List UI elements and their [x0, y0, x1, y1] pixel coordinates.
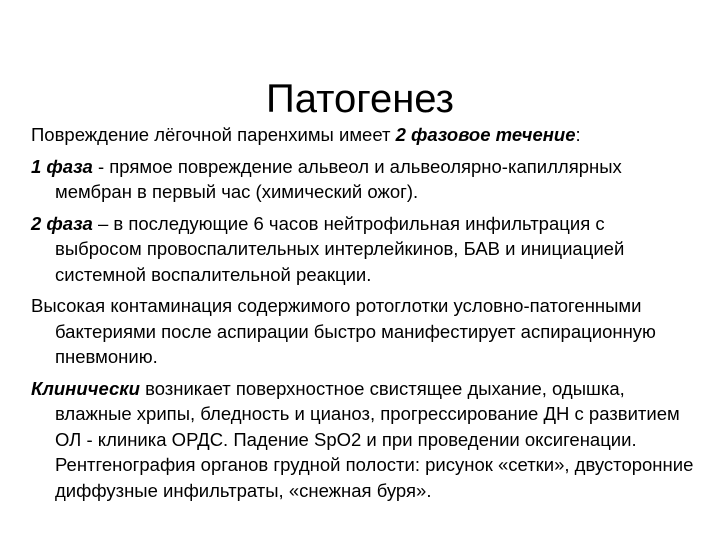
- slide-body: [31, 122, 696, 509]
- slide-title: Патогенез: [266, 76, 454, 121]
- emphasis-text: 1 фаза: [31, 155, 93, 177]
- paragraph-clinical: [31, 376, 696, 504]
- emphasis-text: Клинически: [31, 377, 140, 399]
- paragraph-contamination: [31, 293, 696, 370]
- paragraph-text: - прямое повреждение альвеол и альвеолярно-капиллярных мембран в первый час (химический ожог).: [55, 155, 622, 202]
- paragraph-text: Повреждение лёгочной паренхимы имеет: [31, 124, 396, 145]
- paragraph-phase-1: [31, 154, 696, 205]
- paragraph-text: Высокая контаминация содержимого ротоглотки условно-патогенными бактериями после аспирации быстро манифестирует аспирационную пневмонию.: [31, 295, 656, 367]
- paragraph-phase-2: [31, 211, 696, 288]
- paragraph-text: возникает поверхностное свистящее дыхание, одышка, влажные хрипы, бледность и цианоз, прогрессирование ДН с развитием ОЛ - клиника ОРДС. Падение SpO2 и при проведении оксигенации. Рентгенография органов грудной полости: рисунок «сетки», двусторонние диффузные инфильтраты, «снежная буря».: [55, 377, 694, 501]
- paragraph-tail: :: [575, 124, 581, 145]
- paragraph-phases-intro: [31, 122, 696, 148]
- emphasis-text: 2 фаза: [31, 212, 93, 234]
- paragraph-text: – в последующие 6 часов нейтрофильная инфильтрация с выбросом провоспалительных интерлейкинов, БАВ и инициацией системной воспалительной реакции.: [55, 212, 625, 285]
- emphasis-text: 2 фазовое течение: [395, 124, 576, 145]
